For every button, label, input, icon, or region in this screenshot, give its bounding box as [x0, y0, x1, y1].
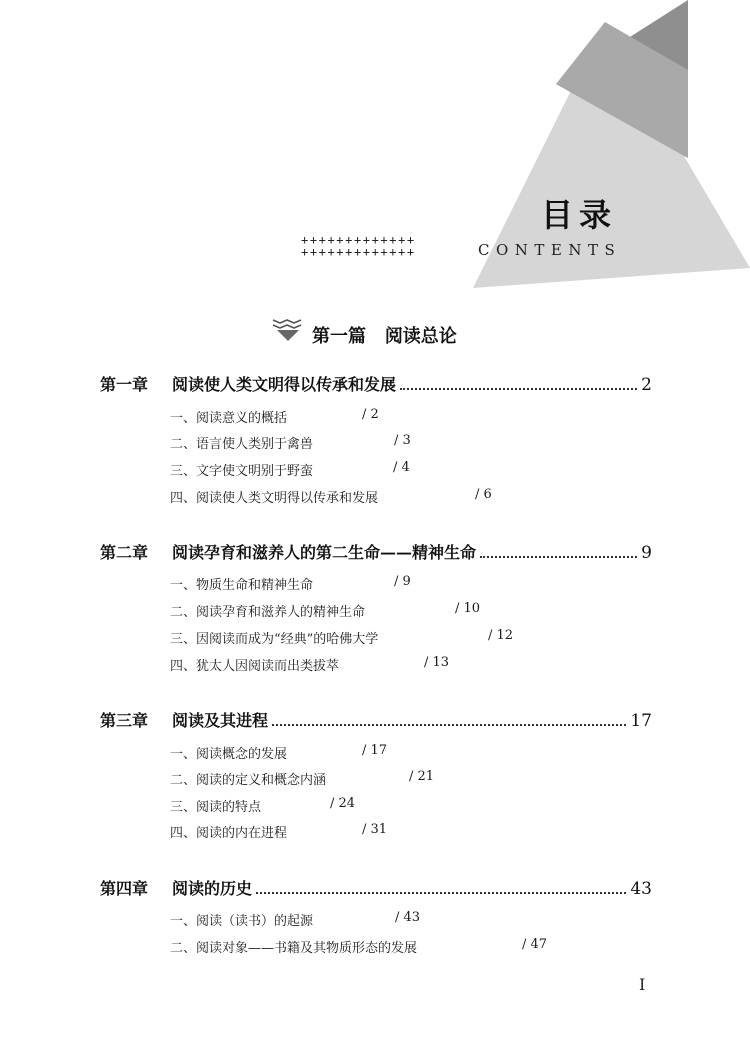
section-entry[interactable]: [170, 628, 514, 648]
chapter-number: 第一章: [100, 375, 149, 394]
section-title: 三、因阅读而成为“经典”的哈佛大学: [170, 632, 379, 647]
page-number: I: [639, 975, 646, 994]
section-entry[interactable]: [170, 574, 411, 594]
section-entry[interactable]: [170, 655, 450, 675]
section-page: / 21: [409, 769, 435, 784]
chapter-page: 2: [641, 375, 652, 395]
section-page: / 17: [362, 743, 388, 758]
section-entry[interactable]: [170, 796, 356, 816]
section-entry[interactable]: [170, 433, 411, 453]
chapter-entry[interactable]: [100, 540, 652, 566]
section-page: / 4: [393, 460, 410, 475]
section-page: / 6: [475, 487, 492, 502]
section-page: / 3: [394, 433, 411, 448]
section-title: 四、阅读的内在进程: [170, 826, 288, 841]
section-entry[interactable]: [170, 743, 388, 763]
section-title: 一、阅读意义的概括: [170, 411, 288, 426]
plus-decoration-top: +++++++++++++: [301, 233, 416, 247]
section-page: / 13: [424, 655, 450, 670]
section-page: / 47: [522, 937, 548, 952]
section-entry[interactable]: [170, 407, 379, 427]
chapter-page: 43: [630, 879, 652, 899]
section-title: 二、阅读对象——书籍及其物质形态的发展: [170, 941, 418, 956]
chapter-number: 第二章: [100, 543, 149, 562]
chapter-title: 阅读的历史: [172, 879, 253, 898]
section-entry[interactable]: [170, 910, 421, 930]
chapter-number: 第四章: [100, 879, 149, 898]
section-entry[interactable]: [170, 937, 548, 957]
section-title: 一、阅读概念的发展: [170, 747, 288, 762]
leader-dots: [256, 891, 626, 894]
chapter-entry[interactable]: [100, 372, 652, 398]
part-title: 阅读总论: [384, 326, 457, 347]
section-title: 三、文字使文明别于野蛮: [170, 464, 314, 479]
chapter-entry[interactable]: [100, 708, 652, 734]
leader-dots: [480, 555, 637, 558]
plus-decoration-bottom: +++++++++++++: [301, 245, 416, 259]
contents-subtitle: CONTENTS: [478, 241, 622, 259]
section-title: 一、物质生命和精神生命: [170, 578, 314, 593]
section-entry[interactable]: [170, 822, 388, 842]
leader-dots: [272, 723, 626, 726]
chapter-title: 阅读孕育和滋养人的第二生命——精神生命: [172, 543, 477, 562]
part-ornament-icon: [271, 316, 305, 342]
section-title: 三、阅读的特点: [170, 800, 262, 815]
section-entry[interactable]: [170, 487, 492, 507]
section-title: 二、阅读的定义和概念内涵: [170, 773, 327, 788]
section-page: / 31: [362, 822, 388, 837]
section-entry[interactable]: [170, 601, 481, 621]
part-heading: [312, 322, 457, 348]
chapter-title: 阅读及其进程: [172, 711, 269, 730]
section-page: / 9: [394, 574, 411, 589]
part-label: 第一篇: [312, 326, 366, 347]
section-entry[interactable]: [170, 769, 435, 789]
section-page: / 12: [488, 628, 514, 643]
section-page: / 43: [395, 910, 421, 925]
section-page: / 24: [330, 796, 356, 811]
chapter-entry[interactable]: [100, 876, 652, 902]
section-title: 一、阅读（读书）的起源: [170, 914, 314, 929]
chapter-title: 阅读使人类文明得以传承和发展: [172, 375, 397, 394]
chapter-page: 9: [641, 543, 652, 563]
section-page: / 10: [455, 601, 481, 616]
section-entry[interactable]: [170, 460, 410, 480]
section-page: / 2: [362, 407, 379, 422]
chapter-number: 第三章: [100, 711, 149, 730]
section-title: 四、阅读使人类文明得以传承和发展: [170, 491, 379, 506]
section-title: 二、语言使人类别于禽兽: [170, 437, 314, 452]
section-title: 四、犹太人因阅读而出类拔萃: [170, 659, 340, 674]
section-title: 二、阅读孕育和滋养人的精神生命: [170, 605, 366, 620]
chapter-page: 17: [630, 711, 652, 731]
page-title: 目录: [540, 196, 617, 234]
leader-dots: [400, 387, 637, 390]
